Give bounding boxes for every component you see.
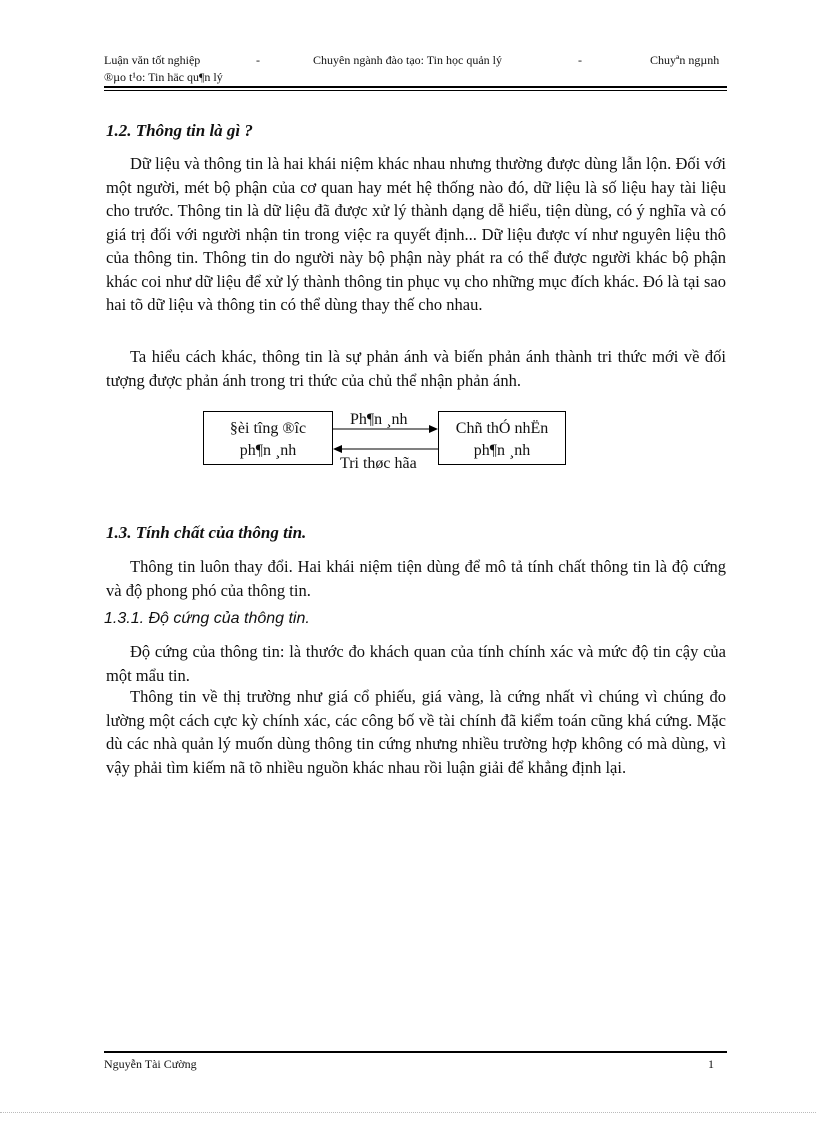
header-rule — [104, 86, 727, 88]
subject-box — [438, 411, 566, 465]
header-rule-thin — [104, 90, 727, 91]
header-right: Chuyªn ngµnh — [650, 53, 720, 67]
section-1-3-title: 1.3. Tính chất của thông tin. — [106, 523, 307, 542]
subject-box-line-1: Chñ thÓ nhËn — [455, 420, 549, 437]
section-1-2-title: 1.2. Thông tin là gì ? — [106, 121, 253, 140]
section-1-2-paragraph-1: Dữ liệu và thông tin là hai khái niệm khác nhau nhưng thường được dùng lẫn lộn. Đối với một người, mét bộ phận của cơ quan hay mét hệ thống nào đó, dữ liệu là số liệu hay tài liệu cho trước. Thông tin là dữ liệu đã được xử lý thành dạng dễ hiểu, tiện dùng, có ý nghĩa và có giá trị đối với người nhận tin trong việc ra quyết định... Dữ liệu được ví như nguyên liệu thô của thông tin. Thông tin do người này bộ phận này phát ra có thể được người khác bộ phận khác coi như dữ liệu để xử lý thành thông tin phục vụ cho những mục đích khác. Đó là tại sao hai tõ dữ liệu và thông tin có thể dùng thay thế cho nhau. — [106, 154, 726, 314]
header-dash-1: - — [256, 53, 260, 67]
subject-box-line-2: ph¶n ¸nh — [473, 442, 531, 459]
knowledge-arrow-head — [333, 445, 342, 453]
object-box-line-2: ph¶n ¸nh — [239, 442, 297, 459]
reflect-arrow-label: Ph¶n ¸nh — [350, 411, 408, 428]
section-1-3-1-title: 1.3.1. Độ cứng của thông tin. — [104, 610, 310, 627]
page-bottom-border — [0, 1112, 816, 1113]
footer-page-number: 1 — [708, 1057, 714, 1071]
section-1-3-paragraph-1: Thông tin luôn thay đổi. Hai khái niệm tiện dùng để mô tả tính chất thông tin là độ cứng và độ phong phó của thông tin. — [106, 557, 726, 600]
header-left: Luận văn tốt nghiệp — [104, 53, 201, 67]
footer-author: Nguyễn Tài Cường — [104, 1057, 197, 1071]
header-line-2: ®µo t¹o: Tin häc qu¶n lý — [104, 70, 223, 84]
section-1-3-1-paragraph-2: Thông tin về thị trường như giá cổ phiếu, giá vàng, là cứng nhất vì chúng vì chúng đo lường một cách cực kỳ chính xác, các công bố về tài chính đã kiểm toán cũng khá cứng. Mặc dù các nhà quản lý muốn dùng thông tin cứng nhưng nhiều trường hợp không có mà dùng, vì vậy phải tìm kiếm nã tõ nhiều nguồn khác nhau rồi luận giải để khẳng định lại. — [106, 687, 726, 777]
object-box — [203, 411, 333, 465]
object-box-line-1: §èi tîng ®îc — [229, 420, 307, 437]
footer-rule — [104, 1051, 727, 1053]
header-dash-2: - — [578, 53, 582, 67]
header-center: Chuyên ngành đào tạo: Tin học quản lý — [313, 53, 502, 67]
section-1-3-1-paragraph-1: Độ cứng của thông tin: là thước đo khách quan của tính chính xác và mức độ tin cậy của một mẩu tin. — [106, 642, 726, 685]
reflect-arrow-head — [429, 425, 438, 433]
knowledge-arrow-label: Tri thøc hãa — [340, 455, 417, 472]
section-1-2-paragraph-2: Ta hiểu cách khác, thông tin là sự phản ánh và biến phản ánh thành tri thức mới về đối tượng được phản ánh trong tri thức của chủ thể nhận phản ánh. — [106, 347, 726, 390]
